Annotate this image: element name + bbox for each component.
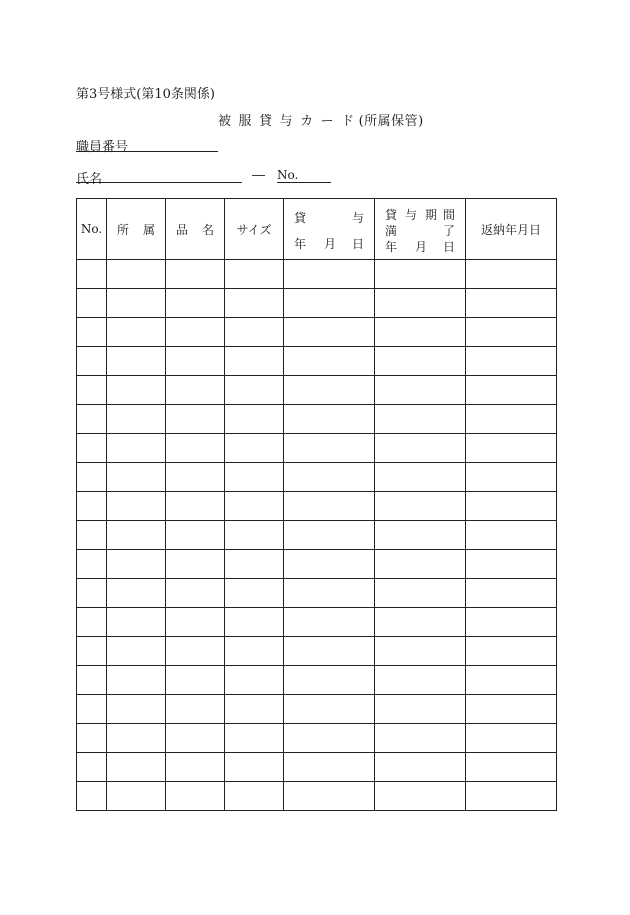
table-cell[interactable] [375, 434, 466, 463]
table-cell[interactable] [107, 782, 166, 811]
loan-top-right: 与 [351, 211, 364, 225]
table-cell[interactable] [375, 695, 466, 724]
table-cell[interactable] [375, 492, 466, 521]
expiry-c4: 間 [442, 208, 455, 222]
table-cell[interactable] [77, 695, 107, 724]
table-cell[interactable] [107, 347, 166, 376]
table-cell[interactable] [225, 318, 284, 347]
table-row [77, 318, 557, 347]
table-cell[interactable] [284, 434, 375, 463]
table-cell[interactable] [166, 289, 225, 318]
table-cell[interactable] [466, 318, 557, 347]
table-cell[interactable] [284, 376, 375, 405]
table-cell[interactable] [284, 550, 375, 579]
table-cell[interactable] [466, 463, 557, 492]
table-cell[interactable] [107, 724, 166, 753]
table-cell[interactable] [375, 666, 466, 695]
table-body [77, 260, 557, 811]
title-char: ド [341, 114, 355, 129]
table-cell[interactable] [107, 434, 166, 463]
table-cell[interactable] [225, 521, 284, 550]
table-cell[interactable] [225, 724, 284, 753]
header-loan-expiry [375, 199, 466, 260]
table-row [77, 521, 557, 550]
table-cell[interactable] [107, 666, 166, 695]
table-cell[interactable] [77, 434, 107, 463]
table-cell[interactable] [107, 579, 166, 608]
table-cell[interactable] [225, 260, 284, 289]
table-cell[interactable] [466, 782, 557, 811]
table-row [77, 608, 557, 637]
table-cell[interactable] [375, 637, 466, 666]
table-cell[interactable] [77, 579, 107, 608]
table-row [77, 637, 557, 666]
table-cell[interactable] [107, 405, 166, 434]
table-cell[interactable] [166, 608, 225, 637]
table-cell[interactable] [466, 434, 557, 463]
table-cell[interactable] [466, 637, 557, 666]
table-row [77, 782, 557, 811]
table-cell[interactable] [225, 550, 284, 579]
table-cell[interactable] [166, 405, 225, 434]
table-cell[interactable] [77, 318, 107, 347]
table-cell[interactable] [284, 753, 375, 782]
table-cell[interactable] [166, 463, 225, 492]
table-cell[interactable] [284, 347, 375, 376]
form-number: 第3号様式(第10条関係) [76, 87, 215, 102]
table-cell[interactable] [375, 405, 466, 434]
table-cell[interactable] [284, 405, 375, 434]
table-cell[interactable] [466, 347, 557, 376]
table-cell[interactable] [77, 289, 107, 318]
table-cell[interactable] [166, 550, 225, 579]
table-cell[interactable] [284, 260, 375, 289]
employee-number-label: 職員番号 [76, 140, 129, 155]
table-cell[interactable] [466, 666, 557, 695]
table-cell[interactable] [466, 521, 557, 550]
table-cell[interactable] [375, 289, 466, 318]
table-cell[interactable] [284, 521, 375, 550]
header-no [77, 199, 107, 260]
table-cell[interactable] [375, 376, 466, 405]
table-cell[interactable] [466, 753, 557, 782]
table-cell[interactable] [375, 260, 466, 289]
table-cell[interactable] [166, 376, 225, 405]
header-department [107, 199, 166, 260]
table-cell[interactable] [77, 347, 107, 376]
table-cell[interactable] [375, 463, 466, 492]
table-cell[interactable] [284, 318, 375, 347]
table-cell[interactable] [225, 347, 284, 376]
title-char: カ [300, 114, 314, 129]
table-cell[interactable] [375, 753, 466, 782]
table-cell[interactable] [466, 405, 557, 434]
table-cell[interactable] [225, 434, 284, 463]
loan-top-left: 貸 [294, 211, 307, 225]
table-cell[interactable] [166, 724, 225, 753]
table-cell[interactable] [107, 492, 166, 521]
table-row [77, 492, 557, 521]
table-cell[interactable] [466, 289, 557, 318]
table-cell[interactable] [166, 579, 225, 608]
table-cell[interactable] [77, 753, 107, 782]
table-cell[interactable] [77, 666, 107, 695]
table-cell[interactable] [166, 753, 225, 782]
table-row [77, 463, 557, 492]
table-cell[interactable] [375, 608, 466, 637]
table-cell[interactable] [225, 666, 284, 695]
table-row [77, 376, 557, 405]
title-char: ー [320, 114, 335, 129]
table-cell[interactable] [77, 405, 107, 434]
table-row [77, 579, 557, 608]
table-cell[interactable] [375, 724, 466, 753]
expiry-ryo: 了 [442, 224, 455, 238]
expiry-c2: 与 [405, 208, 418, 222]
table-header-row [77, 199, 557, 260]
table-cell[interactable] [107, 318, 166, 347]
table-cell[interactable] [107, 289, 166, 318]
title-char: 服 [238, 114, 253, 129]
table-cell[interactable] [284, 666, 375, 695]
card-number-label: No. [277, 168, 299, 182]
table-cell[interactable] [107, 550, 166, 579]
table-cell[interactable] [166, 637, 225, 666]
table-cell[interactable] [466, 260, 557, 289]
loan-day: 日 [351, 237, 364, 251]
table-cell[interactable] [466, 376, 557, 405]
table-cell[interactable] [225, 289, 284, 318]
table-cell[interactable] [77, 550, 107, 579]
table-cell[interactable] [166, 347, 225, 376]
table-cell[interactable] [225, 376, 284, 405]
table-row [77, 753, 557, 782]
table-cell[interactable] [166, 521, 225, 550]
header-returned-text: 返納年月日 [480, 222, 541, 237]
header-return-date [466, 199, 557, 260]
table-cell[interactable] [166, 260, 225, 289]
title-char: 与 [279, 114, 294, 129]
header-dept-c2: 属 [143, 222, 156, 237]
table-cell[interactable] [466, 608, 557, 637]
name-label: 氏名 [76, 172, 103, 187]
table-cell[interactable] [107, 695, 166, 724]
table-cell[interactable] [107, 260, 166, 289]
expiry-day: 日 [442, 240, 455, 254]
table-cell[interactable] [225, 579, 284, 608]
header-no-text: No. [80, 222, 103, 236]
table-cell[interactable] [375, 579, 466, 608]
table-cell[interactable] [284, 637, 375, 666]
header-loan-date [284, 199, 375, 260]
table-row [77, 289, 557, 318]
table-cell[interactable] [225, 637, 284, 666]
table-row [77, 666, 557, 695]
table-cell[interactable] [107, 521, 166, 550]
table-cell[interactable] [107, 463, 166, 492]
table-cell[interactable] [107, 608, 166, 637]
table-cell[interactable] [77, 376, 107, 405]
table-cell[interactable] [466, 492, 557, 521]
table-cell[interactable] [166, 695, 225, 724]
name-field[interactable] [76, 182, 242, 183]
table-row [77, 405, 557, 434]
card-number-field[interactable] [277, 182, 331, 183]
table-cell[interactable] [284, 289, 375, 318]
table-cell[interactable] [166, 318, 225, 347]
table-cell[interactable] [284, 724, 375, 753]
table-cell[interactable] [107, 376, 166, 405]
table-cell[interactable] [225, 608, 284, 637]
table-cell[interactable] [375, 782, 466, 811]
table-row [77, 695, 557, 724]
table-cell[interactable] [284, 492, 375, 521]
table-cell[interactable] [225, 753, 284, 782]
table-cell[interactable] [166, 782, 225, 811]
header-item-c2: 名 [202, 222, 215, 237]
table-row [77, 347, 557, 376]
table-cell[interactable] [225, 463, 284, 492]
table-cell[interactable] [375, 347, 466, 376]
title-suffix: (所属保管) [358, 114, 424, 129]
table-cell[interactable] [77, 492, 107, 521]
table-cell[interactable] [77, 521, 107, 550]
table-cell[interactable] [375, 550, 466, 579]
table-cell[interactable] [166, 492, 225, 521]
expiry-c3: 期 [425, 208, 438, 222]
table-cell[interactable] [166, 434, 225, 463]
employee-number-field[interactable] [76, 151, 218, 152]
table-row [77, 434, 557, 463]
table-cell[interactable] [466, 579, 557, 608]
table-cell[interactable] [77, 260, 107, 289]
table-cell[interactable] [107, 753, 166, 782]
table-cell[interactable] [77, 637, 107, 666]
table-cell[interactable] [107, 637, 166, 666]
table-cell[interactable] [225, 492, 284, 521]
table-cell[interactable] [284, 608, 375, 637]
form-title [218, 110, 424, 129]
loan-month: 月 [324, 237, 337, 251]
table-row [77, 260, 557, 289]
table-cell[interactable] [284, 579, 375, 608]
table-cell[interactable] [77, 782, 107, 811]
table-cell[interactable] [466, 695, 557, 724]
expiry-month: 月 [415, 240, 428, 254]
header-dept-c1: 所 [116, 222, 129, 237]
table-cell[interactable] [77, 608, 107, 637]
table-cell[interactable] [284, 463, 375, 492]
loan-record-table [76, 198, 557, 811]
table-cell[interactable] [284, 782, 375, 811]
table-cell[interactable] [225, 782, 284, 811]
table-cell[interactable] [166, 666, 225, 695]
table-cell[interactable] [375, 521, 466, 550]
header-size [225, 199, 284, 260]
loan-year: 年 [294, 237, 307, 251]
table-cell[interactable] [225, 405, 284, 434]
title-char: 被 [218, 114, 232, 129]
title-char: 貸 [259, 114, 273, 129]
table-row [77, 550, 557, 579]
table-cell[interactable] [77, 463, 107, 492]
table-cell[interactable] [77, 724, 107, 753]
header-item-name [166, 199, 225, 260]
table-cell[interactable] [375, 318, 466, 347]
table-cell[interactable] [225, 695, 284, 724]
table-cell[interactable] [284, 695, 375, 724]
header-size-text: サイズ [236, 222, 272, 237]
header-item-c1: 品 [175, 222, 188, 237]
table-row [77, 724, 557, 753]
expiry-year: 年 [385, 240, 398, 254]
table-cell[interactable] [466, 550, 557, 579]
dash-separator: ― [252, 168, 265, 183]
table-cell[interactable] [466, 724, 557, 753]
expiry-mitsu: 満 [385, 224, 398, 238]
expiry-c1: 貸 [385, 208, 398, 222]
